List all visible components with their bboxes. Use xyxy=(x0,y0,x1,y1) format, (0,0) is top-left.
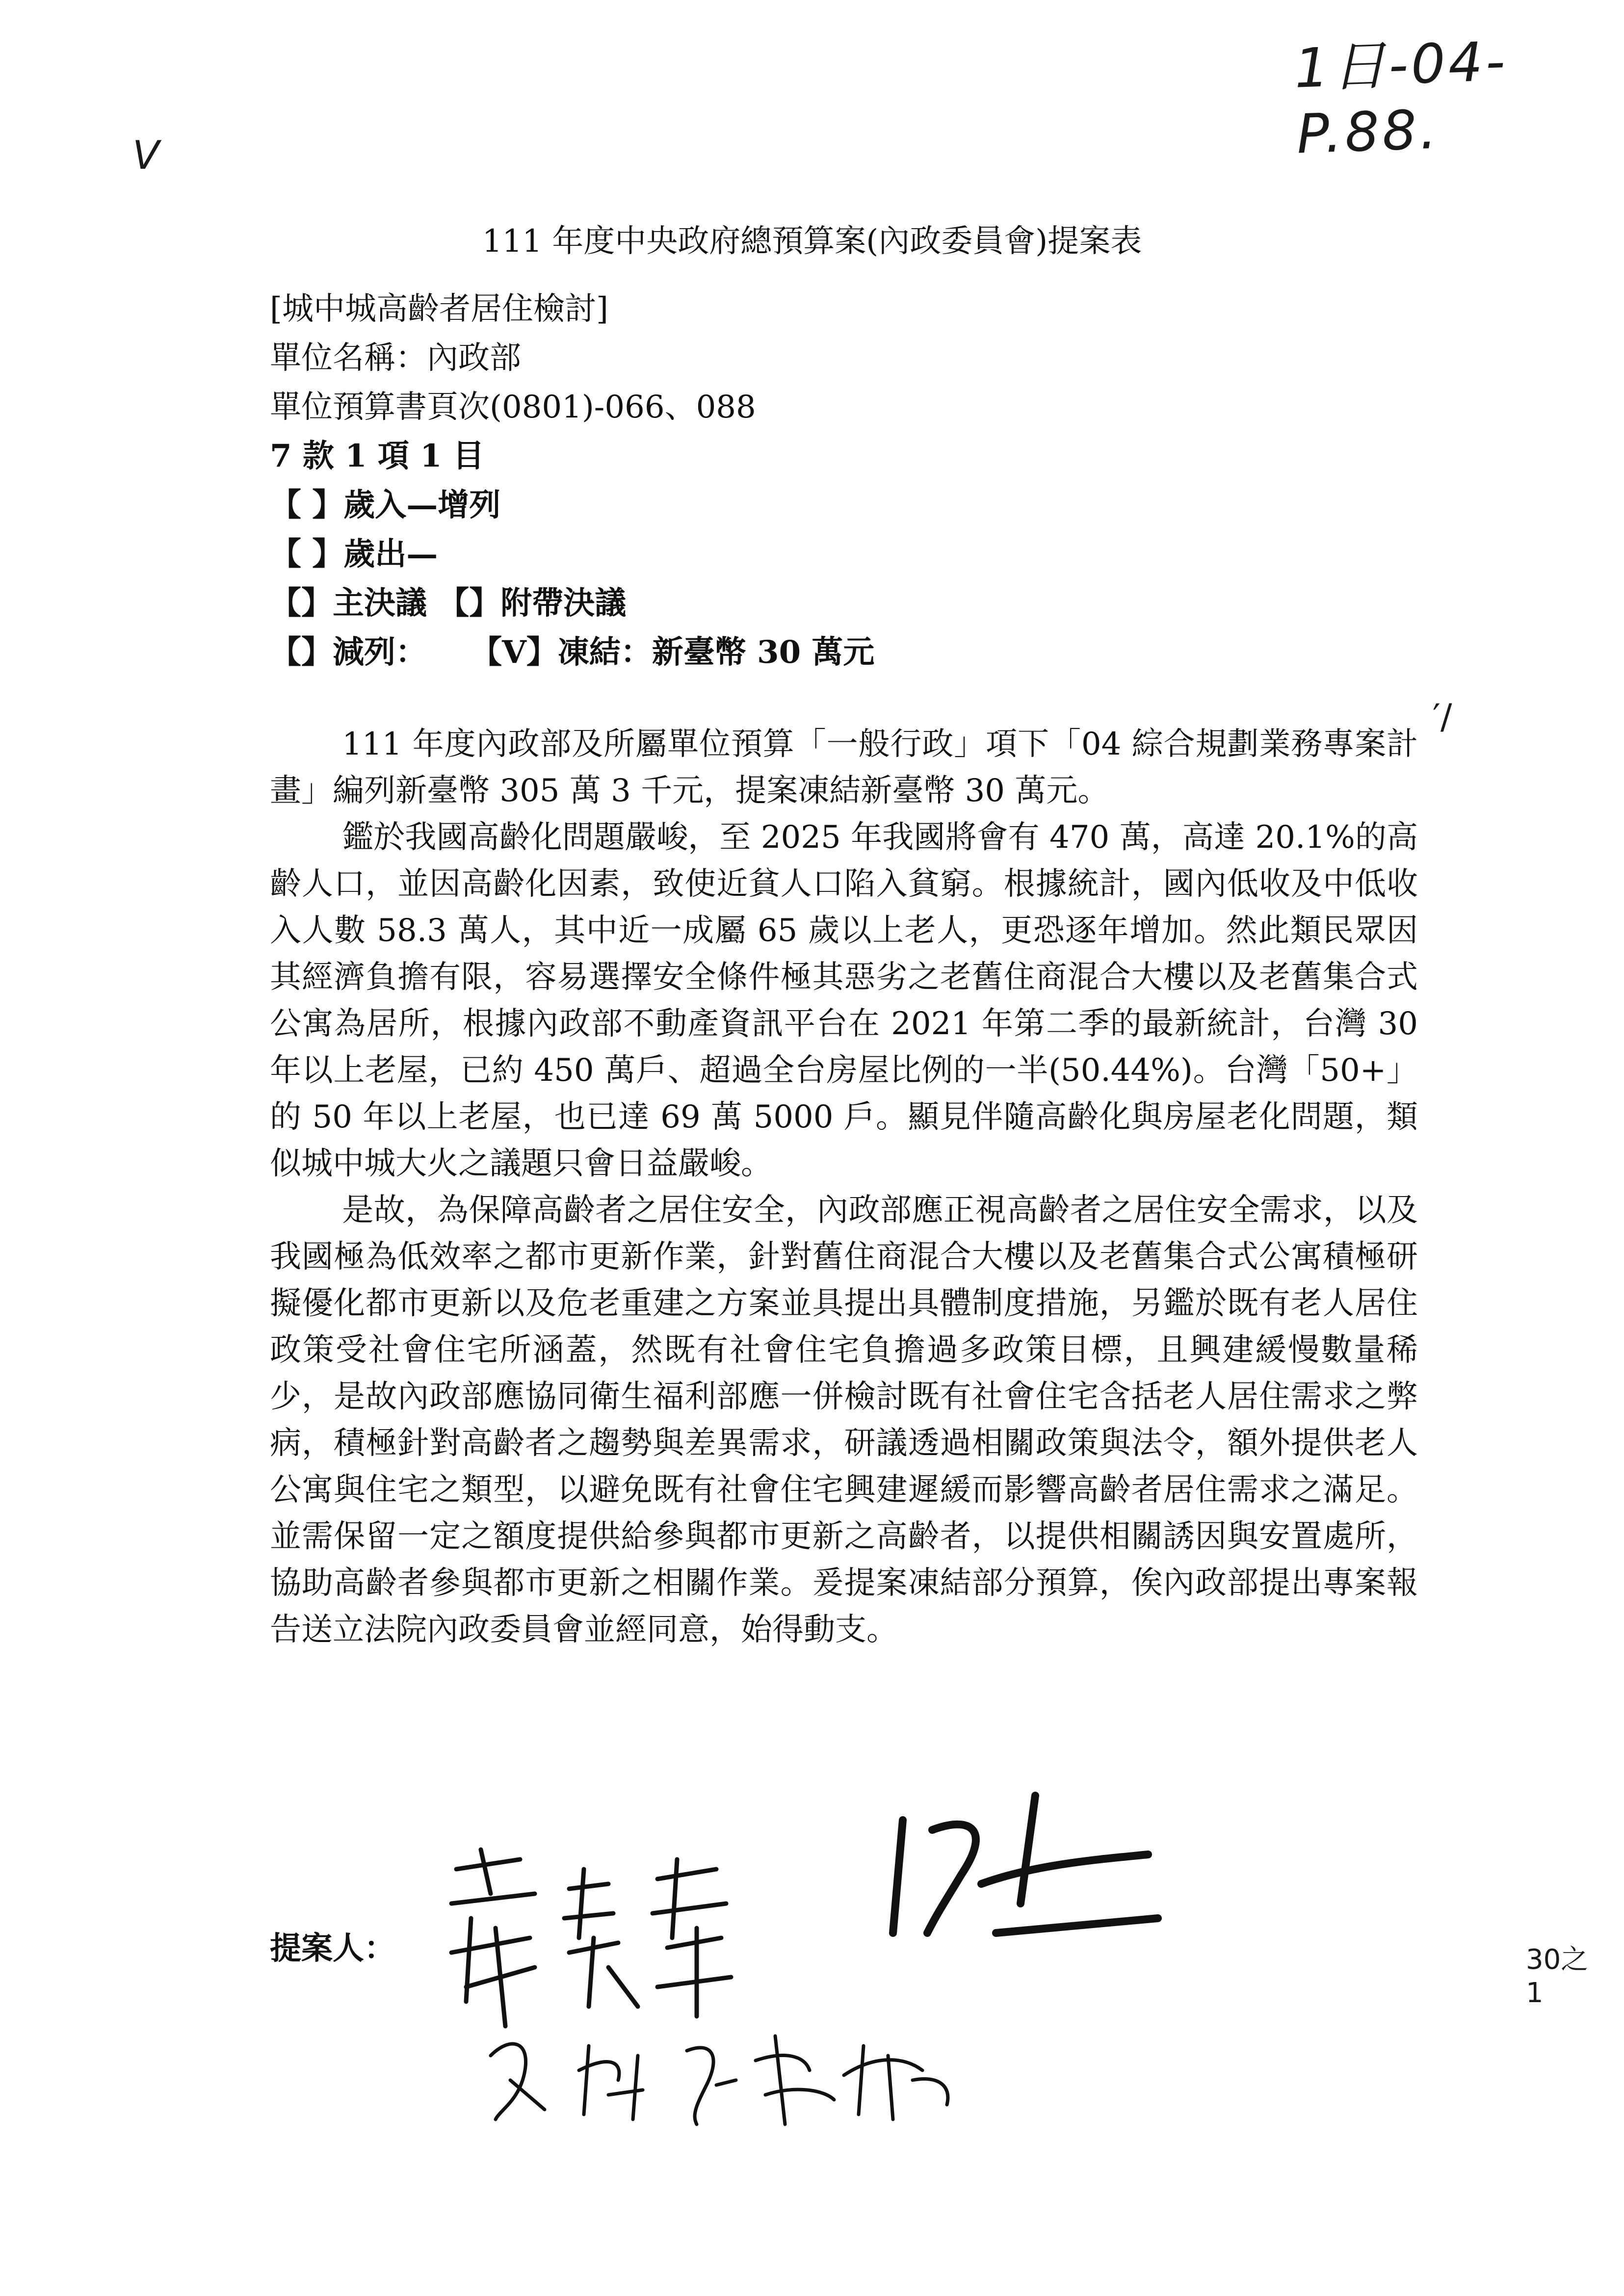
proposal-body xyxy=(270,721,1418,1653)
unit-name-line: 單位名稱：內政部 xyxy=(270,340,521,376)
item-line: 7 款 1 項 1 目 xyxy=(270,438,484,474)
corner-note-annotation: 30之1 xyxy=(1526,1944,1589,2009)
body-paragraph: 111 年度內政部及所屬單位預算「一般行政」項下「04 綜合規劃業務專案計畫」編列新臺幣 305 萬 3 千元，提案凍結新臺幣 30 萬元。 xyxy=(270,726,1418,809)
header-block xyxy=(270,285,874,677)
signature-2 xyxy=(873,1786,1178,1964)
check-mark-annotation: V xyxy=(132,132,159,178)
budget-page-line: 單位預算書頁次(0801)-066、088 xyxy=(270,389,756,425)
body-paragraph: 是故，為保障高齡者之居住安全，內政部應正視高齡者之居住安全需求，以及我國極為低效率之都市更新作業，針對舊住商混合大樓以及老舊集合式公寓積極研擬優化都市更新以及危老重建之方案並具提出具體制度措施，另鑑於既有老人居住政策受社會住宅所涵蓋，然既有社會住宅負擔過多政策目標，且興建緩慢數量稀少，是故內政部應協同衛生福利部應一併檢討既有社會住宅含括老人居住需求之弊病，積極針對高齡者之趨勢與差異需求，研議透過相關政策與法令，額外提供老人公寓與住宅之類型，以避免既有社會住宅興建遲緩而影響高齡者居住需求之滿足。並需保留一定之額度提供給參與都市更新之高齡者，以提供相關誘因與安置處所，協助高齡者參與都市更新之相關作業。爰提案凍結部分預算，俟內政部提出專案報告送立法院內政委員會並經同意，始得動支。 xyxy=(270,1192,1418,1648)
expenditure-line: 【 】歲出— xyxy=(270,536,438,573)
proposer-label: 提案人： xyxy=(270,1930,395,1967)
revenue-line: 【 】歲入—增列 xyxy=(270,487,501,523)
body-paragraph: 鑑於我國高齡化問題嚴峻，至 2025 年我國將會有 470 萬，高達 20.1%的高齡人口，並因高齡化因素，致使近貧人口陷入貧窮。根據統計，國內低收及中低收入人數 58.3 萬人，其中近一成屬 65 歲以上老人，更恐逐年增加。然此類民眾因其經濟負擔有限，容易選擇安全條件極其惡劣之老舊住商混合大樓以及老舊集合式公寓為居所，根據內政部不動產資訊平台在 2021 年第二季的最新統計，台灣 30 年以上老屋，已約 450 萬戶、超過全台房屋比例的一半(50.44%)。台灣「50+」的 50 年以上老屋，也已達 69 萬 5000 戶。顯見伴隨高齡化與房屋老化問題，類似城中城大火之議題只會日益嚴峻。 xyxy=(270,819,1418,1182)
resolution-line: 【】主決議 【】附帶決議 xyxy=(270,585,627,622)
reduce-freeze-line: 【】減列： 【V】凍結：新臺幣 30 萬元 xyxy=(270,634,875,671)
file-number-annotation: 1日-04-P.88. xyxy=(1293,29,1509,166)
page-title: 111 年度中央政府總預算案(內政委員會)提案表 xyxy=(482,223,1142,260)
topic-line: [城中城高齡者居住檢討] xyxy=(270,291,608,327)
signature-3 xyxy=(481,1997,1021,2146)
margin-mark-annotation: ′/ xyxy=(1433,697,1452,737)
